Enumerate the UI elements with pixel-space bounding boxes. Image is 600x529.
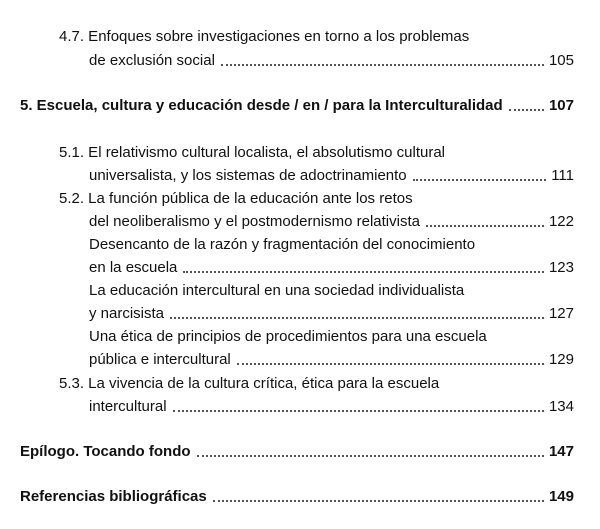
page-number: 129 bbox=[548, 351, 574, 368]
referencias-title: Referencias bibliográficas bbox=[20, 488, 207, 505]
toc-entry-5-3[interactable] bbox=[89, 396, 574, 418]
dot-leader bbox=[197, 455, 544, 457]
toc-entry-5-3-title: intercultural bbox=[89, 398, 167, 415]
dot-leader bbox=[221, 64, 544, 66]
toc-entry-5-2b-title: y narcisista bbox=[89, 305, 165, 322]
toc-5-2c-line1: Una ética de principios de procedimientos para una escuela bbox=[89, 328, 487, 345]
toc-entry-5-2[interactable] bbox=[89, 211, 574, 233]
page-number: 127 bbox=[548, 305, 574, 322]
toc-entry-4-7-title: de exclusión social bbox=[89, 52, 215, 69]
toc-entry-5-2a-title: en la escuela bbox=[89, 259, 178, 276]
toc-entry-4-7[interactable] bbox=[89, 50, 574, 72]
dot-leader bbox=[413, 179, 547, 181]
dot-leader bbox=[183, 271, 544, 273]
toc-5-2b-line1: La educación intercultural en una sociedad individualista bbox=[89, 282, 465, 299]
page-number: 123 bbox=[548, 259, 574, 276]
page-number: 122 bbox=[548, 213, 574, 230]
toc-5-1-line1: 5.1. El relativismo cultural localista, el absolutismo cultural bbox=[59, 144, 445, 161]
page-number: 111 bbox=[551, 167, 574, 184]
toc-entry-5-1-title: universalista, y los sistemas de adoctrinamiento bbox=[89, 167, 407, 184]
toc-entry-5-2a[interactable] bbox=[89, 257, 574, 279]
page-number: 147 bbox=[548, 443, 574, 460]
toc-entry-5-2c-title: pública e intercultural bbox=[89, 351, 231, 368]
chapter-5-title: 5. Escuela, cultura y educación desde / en / para la Interculturalidad bbox=[20, 97, 503, 114]
dot-leader bbox=[237, 363, 544, 365]
toc-5-2a-line1: Desencanto de la razón y fragmentación del conocimiento bbox=[89, 236, 476, 253]
toc-5-2-line1: 5.2. La función pública de la educación ante los retos bbox=[59, 190, 413, 207]
page-number: 149 bbox=[548, 488, 574, 505]
toc-entry-5-2b[interactable] bbox=[89, 303, 574, 325]
toc-chapter-5[interactable] bbox=[20, 95, 574, 117]
page-number: 134 bbox=[548, 398, 574, 415]
dot-leader bbox=[213, 500, 544, 502]
toc-entry-5-2c[interactable] bbox=[89, 349, 574, 371]
toc-4-7-line1: 4.7. Enfoques sobre investigaciones en torno a los problemas bbox=[59, 28, 470, 45]
dot-leader bbox=[173, 410, 544, 412]
toc-entry-5-1[interactable] bbox=[89, 165, 574, 187]
toc-entry-5-2-title: del neoliberalismo y el postmodernismo relativista bbox=[89, 213, 420, 230]
toc-referencias[interactable] bbox=[20, 486, 574, 508]
toc-5-3-line1: 5.3. La vivencia de la cultura crítica, ética para la escuela bbox=[59, 375, 440, 392]
page-number: 107 bbox=[548, 97, 574, 114]
dot-leader bbox=[170, 317, 544, 319]
dot-leader bbox=[426, 225, 544, 227]
epilogo-title: Epílogo. Tocando fondo bbox=[20, 443, 191, 460]
toc-epilogo[interactable] bbox=[20, 441, 574, 463]
dot-leader bbox=[509, 109, 544, 111]
page-number: 105 bbox=[548, 52, 574, 69]
